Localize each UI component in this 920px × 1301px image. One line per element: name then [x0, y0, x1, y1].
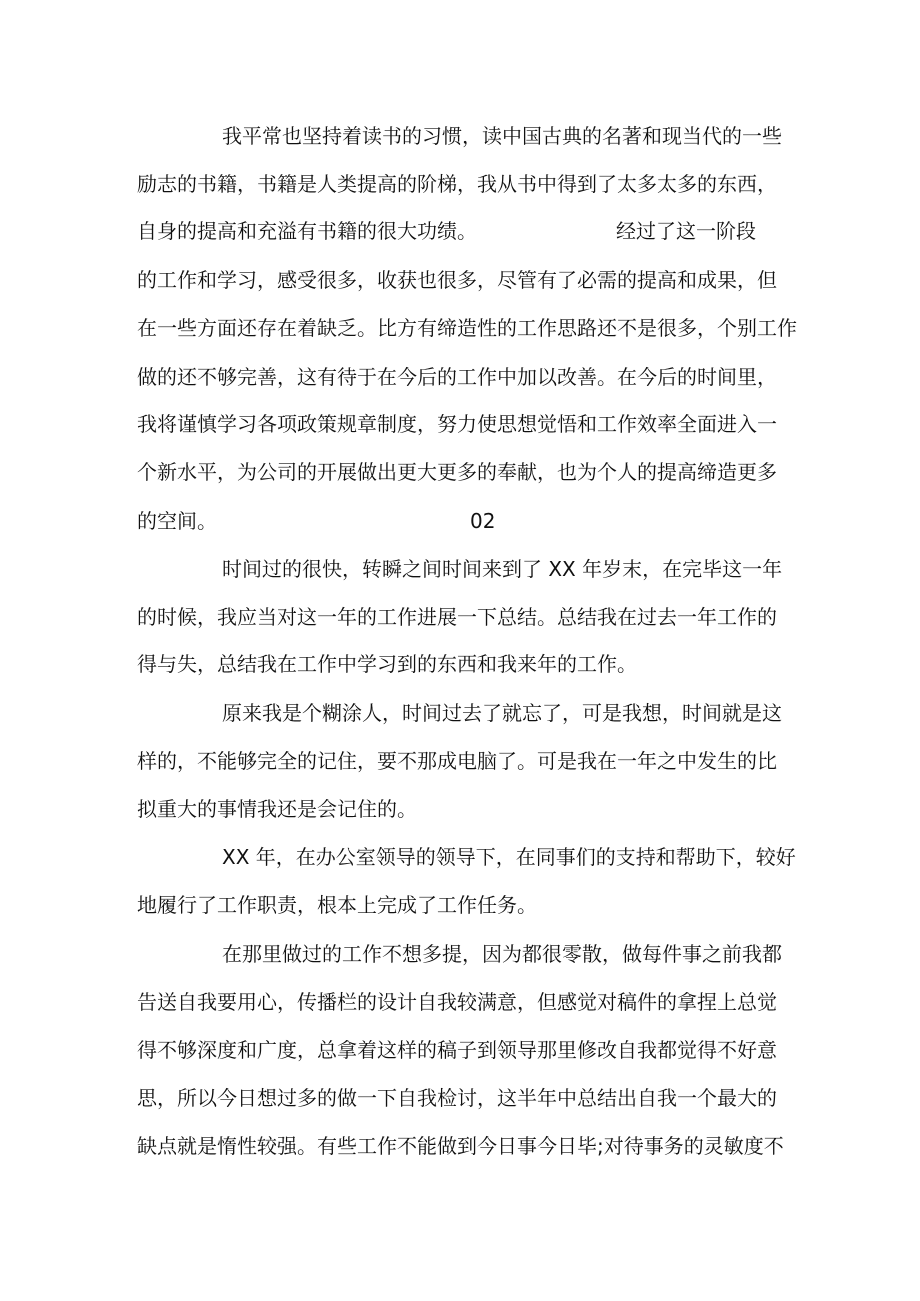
paragraph-2-line-2: 的时候，我应当对这一年的工作进展一下总结。总结我在过去一年工作的 — [137, 605, 777, 629]
paragraph-4-line-1: XX 年，在办公室领导的领导下，在同事们的支持和帮助下，较好 — [222, 845, 796, 869]
paragraph-5-line-1: 在那里做过的工作不想多提，因为都很零散，做每件事之前我都 — [222, 942, 782, 966]
paragraph-2-line-3: 得与失，总结我在工作中学习到的东西和我来年的工作。 — [137, 652, 637, 676]
paragraph-1-line-9: 的空间。 — [137, 509, 217, 533]
paragraph-1-line-6: 做的还不够完善，这有待于在今后的工作中加以改善。在今后的时间里， — [137, 365, 777, 389]
paragraph-1-line-2: 励志的书籍，书籍是人类提高的阶梯，我从书中得到了太多太多的东西， — [137, 172, 777, 196]
paragraph-3-line-1: 原来我是个糊涂人，时间过去了就忘了，可是我想，时间就是这 — [222, 701, 782, 725]
paragraph-3-line-2: 样的，不能够完全的记住，要不那成电脑了。可是我在一年之中发生的比 — [137, 749, 777, 773]
paragraph-3-line-3: 拟重大的事情我还是会记住的。 — [137, 797, 417, 821]
paragraph-5-line-4: 思，所以今日想过多的做一下自我检讨，这半年中总结出自我一个最大的 — [137, 1086, 777, 1110]
paragraph-5-line-2: 告送自我要用心，传播栏的设计自我较满意，但感觉对稿件的拿捏上总觉 — [137, 990, 777, 1014]
paragraph-1-line-3-right: 经过了这一阶段 — [616, 219, 756, 243]
paragraph-4-line-2: 地履行了工作职责，根本上完成了工作任务。 — [137, 893, 537, 917]
section-number: 02 — [470, 509, 496, 533]
paragraph-5-line-3: 得不够深度和广度，总拿着这样的稿子到领导那里修改自我都觉得不好意 — [137, 1038, 777, 1062]
paragraph-1-line-4: 的工作和学习，感受很多，收获也很多，尽管有了必需的提高和成果，但 — [137, 268, 777, 292]
paragraph-1-line-3-left: 自身的提高和充溢有书籍的很大功绩。 — [137, 219, 477, 243]
paragraph-1-line-7: 我将谨慎学习各项政策规章制度，努力使思想觉悟和工作效率全面进入一 — [137, 412, 777, 436]
paragraph-1-line-1: 我平常也坚持着读书的习惯，读中国古典的名著和现当代的一些 — [222, 124, 782, 148]
paragraph-5-line-5: 缺点就是惰性较强。有些工作不能做到今日事今日毕;对待事务的灵敏度不 — [137, 1134, 784, 1158]
paragraph-1-line-8: 个新水平，为公司的开展做出更大更多的奉献，也为个人的提高缔造更多 — [137, 460, 777, 484]
paragraph-2-line-1: 时间过的很快，转瞬之间时间来到了 XX 年岁末，在完毕这一年 — [222, 557, 783, 581]
paragraph-1-line-5: 在一些方面还存在着缺乏。比方有缔造性的工作思路还不是很多，个别工作 — [137, 316, 797, 340]
